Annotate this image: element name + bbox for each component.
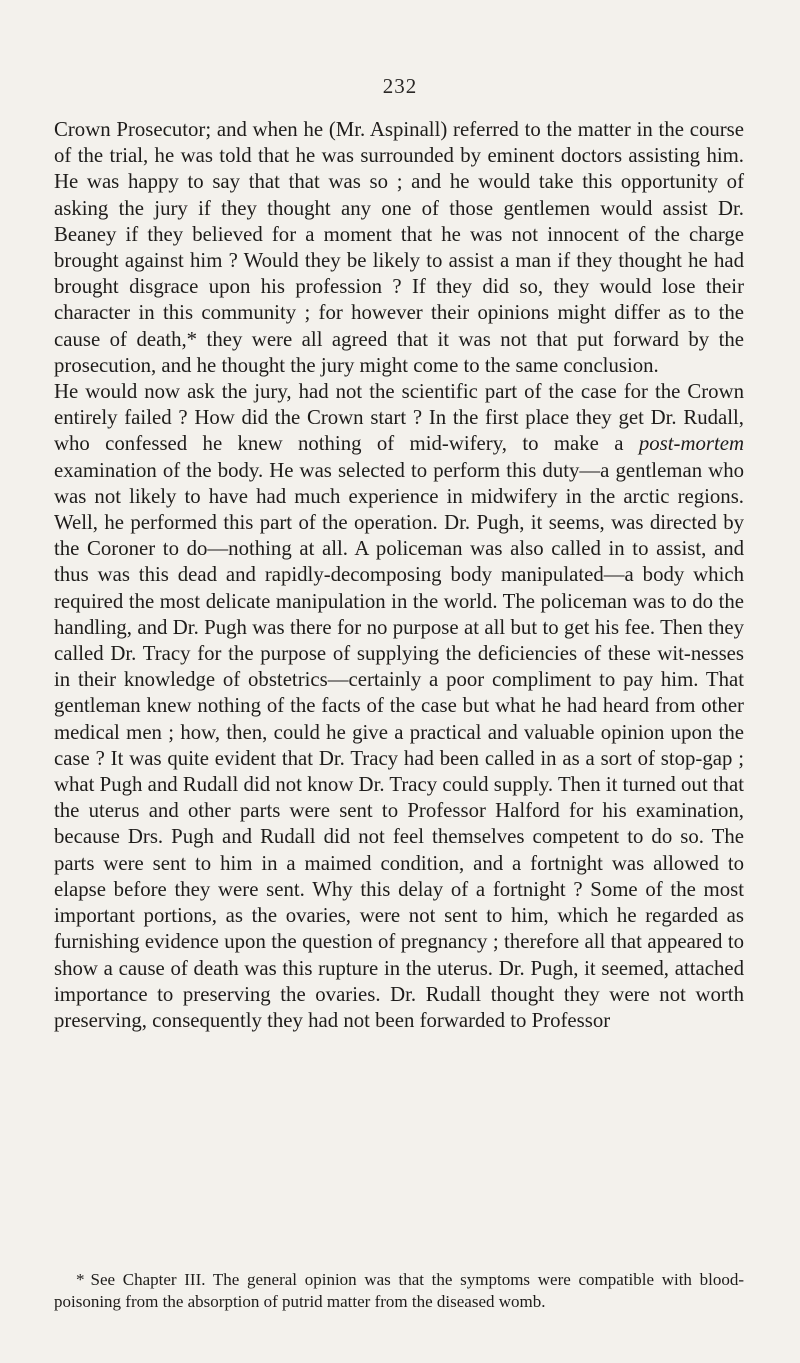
paragraph-2-start: He would now ask the jury, had not the scientific part of the case for the Crown entirely failed ? How did the Crown start ? In the first place they get Dr. Rudall, who confessed he knew nothing of mid-wifery, to make a bbox=[54, 380, 744, 456]
footnote-mark: * bbox=[76, 1270, 85, 1289]
paragraph-2 bbox=[54, 379, 744, 1034]
paragraph-1: Crown Prosecutor; and when he (Mr. Aspinall) referred to the matter in the course of the trial, he was told that he was surrounded by eminent doctors assisting him. He was happy to say that that was so ; and he would take this opportunity of asking the jury if they thought any one of those gentlemen would assist Dr. Beaney if they believed for a moment that he was not innocent of the charge brought against him ? Would they be likely to assist a man if they thought he had brought disgrace upon his profession ? If they did so, they would lose their character in this community ; for however their opinions might differ as to the cause of death,* they were all agreed that it was not that put forward by the prosecution, and he thought the jury might come to the same conclusion. bbox=[54, 118, 744, 377]
body-text bbox=[54, 117, 744, 1034]
italic-term: post-mortem bbox=[638, 432, 744, 456]
footnote-text: See Chapter III. The general opinion was that the symptoms were compatible with blood-poisoning from the absorption of putrid matter from the diseased womb. bbox=[54, 1270, 744, 1311]
footnote bbox=[54, 1269, 744, 1312]
paragraph-2-rest: examination of the body. He was selected to perform this duty—a gentleman who was not likely to have had much experience in midwifery in the arctic regions. Well, he performed this part of the operation. Dr. Pugh, it seems, was directed by the Coroner to do—nothing at all. A policeman was also called in to assist, and thus was this dead and rapidly-decomposing body manipulated—a body which required the most delicate manipulation in the world. The policeman was to do the handling, and Dr. Pugh was there for no purpose at all but to get his fee. Then they called Dr. Tracy for the purpose of supplying the deficiencies of these wit-nesses in their knowledge of obstetrics—certainly a poor compliment to pay him. That gentleman knew nothing of the facts of the case but what he had heard from other medical men ; how, then, could he give a practical and valuable opinion upon the case ? It was quite evident that Dr. Tracy had been called in as a sort of stop-gap ; what Pugh and Rudall did not know Dr. Tracy could supply. Then it turned out that the uterus and other parts were sent to Professor Halford for his examination, because Drs. Pugh and Rudall did not feel themselves competent to do so. The parts were sent to him in a maimed condition, and a fortnight was allowed to elapse before they were sent. Why this delay of a fortnight ? Some of the most important portions, as the ovaries, were not sent to him, which he regarded as furnishing evidence upon the question of pregnancy ; therefore all that appeared to show a cause of death was this rupture in the uterus. Dr. Pugh, it seemed, attached importance to preserving the ovaries. Dr. Rudall thought they were not worth preserving, consequently they had not been forwarded to Professor bbox=[54, 458, 744, 1032]
page-number: 232 bbox=[382, 74, 418, 98]
